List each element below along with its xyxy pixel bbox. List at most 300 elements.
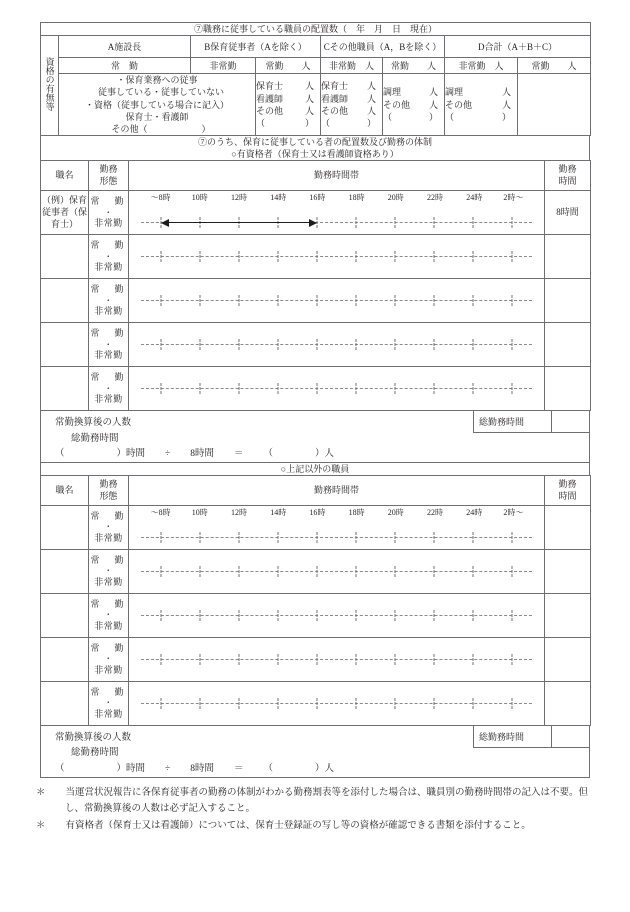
- timeline-track[interactable]: [141, 610, 532, 622]
- timeline-tick: [277, 566, 278, 577]
- timeline-track[interactable]: [141, 654, 532, 666]
- b-reg-unit-2: 人: [304, 105, 314, 116]
- timeline-tick: [434, 654, 435, 665]
- footnote-1-continuation: し、常勤換算後の人数は必ず記入すること。: [65, 804, 256, 815]
- b-reg-unit-3: ）: [304, 117, 314, 128]
- cell-timeband[interactable]: [129, 367, 545, 411]
- mode-separator: ・: [104, 566, 113, 576]
- timeline-tick: [199, 251, 200, 262]
- mode-nonregular[interactable]: 非常勤: [94, 708, 123, 719]
- time-tick-label: 16時: [309, 508, 326, 518]
- cell-jobname[interactable]: [41, 550, 89, 594]
- qual-line-2: 従事している・従事していない: [97, 87, 224, 98]
- mode-regular[interactable]: 常 勤: [90, 510, 127, 521]
- mode-regular[interactable]: 常 勤: [90, 328, 127, 339]
- timeline-tick: [160, 383, 161, 394]
- sub-header-b-nonregular: 非常勤 人: [321, 58, 383, 74]
- c-reg-unit-2: ）: [428, 111, 438, 122]
- timeline-tick: [316, 654, 317, 665]
- mode-regular[interactable]: 常 勤: [90, 598, 127, 609]
- time-axis-labels: [129, 191, 544, 208]
- col-header-jobname-b: 職名: [41, 476, 89, 506]
- cell-work-mode[interactable]: [89, 367, 129, 411]
- conv-b-div: ÷: [165, 763, 171, 774]
- timeline-track[interactable]: [141, 532, 532, 544]
- timeline-tick: [434, 532, 435, 543]
- timeline-tick: [199, 566, 200, 577]
- timeline-tick: [277, 383, 278, 394]
- mode-separator: ・: [104, 383, 113, 393]
- timeline-tick: [316, 566, 317, 577]
- timeline-tick: [238, 654, 239, 665]
- timeline-tick: [512, 654, 513, 665]
- mode-nonregular[interactable]: 非常勤: [94, 306, 123, 317]
- timeline-tick: [160, 698, 161, 709]
- timeline-tick: [434, 610, 435, 621]
- footnote-2: [36, 818, 596, 835]
- conv-b-divisor: 8時間: [190, 763, 215, 774]
- timeline-tick: [238, 566, 239, 577]
- cell-total-hours[interactable]: [545, 323, 591, 367]
- conv-a-title: 常勤換算後の人数: [55, 418, 132, 429]
- mode-regular[interactable]: 常 勤: [90, 554, 127, 565]
- time-tick-label: ～8時: [150, 508, 171, 518]
- time-tick-label: 16時: [309, 193, 326, 203]
- sub-header-d-regular: 常勤 人: [518, 58, 591, 74]
- timeline-tick: [356, 383, 357, 394]
- timeline-track[interactable]: [141, 698, 532, 710]
- b-non-name-3: （: [321, 117, 331, 128]
- work-span-arrow[interactable]: [161, 219, 317, 227]
- time-tick-label: 10時: [191, 193, 208, 203]
- cell-timeband[interactable]: [129, 594, 545, 638]
- cell-jobname[interactable]: [41, 506, 89, 550]
- timeline-tick: [356, 532, 357, 543]
- footnote-1: [36, 785, 596, 818]
- group-header-c: Cその他職員（A，Bを除く）: [321, 36, 445, 58]
- conv-b-ropen: （: [263, 763, 274, 774]
- cell-d-regular[interactable]: [518, 74, 591, 136]
- section16-data-row: [41, 74, 591, 136]
- col-header-timeband-b: 勤務時間帯: [129, 476, 545, 506]
- cell-timeband[interactable]: [129, 638, 545, 682]
- time-tick-label: ～8時: [150, 193, 171, 203]
- cell-jobname[interactable]: （例）保育従事者（保育士）: [41, 191, 89, 235]
- mode-nonregular[interactable]: 非常勤: [94, 576, 123, 587]
- c-non-name-2: （: [445, 111, 455, 122]
- timeline-tick: [199, 339, 200, 350]
- conv-a-formula[interactable]: [55, 447, 589, 462]
- qual-line-3: ・資格（従事している場合に記入）: [84, 99, 229, 110]
- mode-separator: ・: [104, 610, 113, 620]
- timeline-tick: [316, 383, 317, 394]
- timeline-tick: [395, 251, 396, 262]
- schedule-table-qualified: [40, 160, 591, 411]
- schedule-row: [41, 323, 591, 367]
- conv-a-div: ÷: [165, 448, 171, 459]
- timeline-tick: [395, 566, 396, 577]
- timeline-tick: [395, 532, 396, 543]
- timeline-tick: [434, 295, 435, 306]
- cell-timeband[interactable]: [129, 506, 545, 550]
- col-header-timeband: 勤務時間帯: [129, 161, 545, 191]
- col-header-mode-l2: 形態: [99, 175, 118, 186]
- cell-timeband[interactable]: [129, 550, 545, 594]
- timeline-tick: [473, 654, 474, 665]
- timeline-tick: [434, 383, 435, 394]
- timeline-track[interactable]: [141, 295, 532, 307]
- section16-group-header-row: [41, 36, 591, 58]
- section17-heading-table: [40, 135, 590, 161]
- cell-total-hours[interactable]: [545, 682, 591, 726]
- conversion-table-b: [40, 725, 590, 778]
- schedule-b-header-row: [41, 476, 591, 506]
- b-non-unit-0: 人: [366, 81, 376, 92]
- timeline-tick: [316, 610, 317, 621]
- timeline-tick: [512, 383, 513, 394]
- col-header-mode-b: [89, 476, 129, 506]
- qual-line-5: その他（ ）: [111, 123, 211, 134]
- cell-total-hours[interactable]: [545, 550, 591, 594]
- b-reg-unit-0: 人: [304, 81, 314, 92]
- cell-timeband[interactable]: [129, 323, 545, 367]
- timeline-tick: [512, 566, 513, 577]
- conv-a-subtitle: 総勤務時間: [71, 433, 119, 444]
- conv-a-hours: ）時間: [116, 448, 146, 459]
- timeline-tick: [316, 339, 317, 350]
- mode-nonregular[interactable]: 非常勤: [94, 350, 123, 361]
- time-tick-label: 18時: [348, 508, 365, 518]
- b-non-unit-2: 人: [366, 105, 376, 116]
- cell-c-regular[interactable]: [383, 74, 445, 136]
- time-tick-label: 20時: [387, 508, 404, 518]
- mode-regular[interactable]: 常 勤: [90, 372, 127, 383]
- timeline-tick: [473, 698, 474, 709]
- timeline-tick: [512, 251, 513, 262]
- schedule-row: [41, 638, 591, 682]
- schedule-row: [41, 191, 591, 235]
- mode-separator: ・: [104, 698, 113, 708]
- timeline-tick: [277, 610, 278, 621]
- timeline-tick: [434, 339, 435, 350]
- mode-separator: ・: [104, 654, 113, 664]
- time-tick-label: 24時: [466, 193, 483, 203]
- conversion-table-a: [40, 410, 590, 463]
- cell-jobname[interactable]: [41, 682, 89, 726]
- timeline-tick: [356, 251, 357, 262]
- mode-regular[interactable]: 常 勤: [90, 284, 127, 295]
- timeline-track[interactable]: [141, 566, 532, 578]
- b-non-name-2: その他: [321, 105, 349, 116]
- timeline-tick: [199, 610, 200, 621]
- b-reg-name-1: 看護師: [256, 93, 284, 104]
- time-tick-label: 10時: [191, 508, 208, 518]
- timeline-track[interactable]: [141, 251, 532, 263]
- cell-total-hours[interactable]: [545, 594, 591, 638]
- schedule-row: [41, 235, 591, 279]
- schedule-table-other: [40, 475, 591, 726]
- total-hours-label-a: 総勤務時間: [474, 411, 552, 433]
- b-non-unit-1: 人: [366, 93, 376, 104]
- timeline-tick: [277, 698, 278, 709]
- cell-work-mode[interactable]: [89, 506, 129, 550]
- col-header-mode: [89, 161, 129, 191]
- timeline-tick: [473, 610, 474, 621]
- timeline-tick: [473, 383, 474, 394]
- timeline-tick: [512, 610, 513, 621]
- time-tick-label: 2時～: [503, 508, 524, 518]
- cell-work-mode[interactable]: [89, 235, 129, 279]
- asterisk-icon-2: ＊: [36, 820, 46, 831]
- mode-regular[interactable]: 常 勤: [90, 240, 127, 251]
- mode-regular[interactable]: 常 勤: [90, 686, 127, 697]
- timeline-track[interactable]: [141, 383, 532, 395]
- c-reg-name-2: （: [383, 111, 393, 122]
- subsection-b-heading-table: [40, 462, 590, 476]
- section16-table: [40, 22, 591, 136]
- timeline-tick: [277, 295, 278, 306]
- cell-c-nonregular[interactable]: [445, 74, 518, 136]
- cell-work-mode[interactable]: [89, 594, 129, 638]
- c-non-unit-0: 人: [501, 87, 511, 98]
- timeline-tick: [238, 339, 239, 350]
- cell-total-hours[interactable]: [545, 506, 591, 550]
- timeline-tick: [160, 532, 161, 543]
- conv-b-formula[interactable]: [55, 762, 589, 777]
- timeline-tick: [160, 339, 161, 350]
- cell-work-mode[interactable]: [89, 550, 129, 594]
- col-header-hours-b-l2: 時間: [558, 490, 577, 501]
- arrow-head-right: [309, 219, 317, 227]
- c-reg-name-1: その他: [383, 99, 411, 110]
- conv-a-divisor: 8時間: [190, 448, 215, 459]
- cell-total-hours[interactable]: [545, 235, 591, 279]
- total-hours-box-b: [473, 725, 590, 748]
- sub-header-b-regular: 常勤 人: [256, 58, 321, 74]
- timeline-tick: [238, 251, 239, 262]
- timeline-tick: [356, 295, 357, 306]
- timeline-tick: [160, 566, 161, 577]
- mode-separator: ・: [104, 339, 113, 349]
- cell-jobname[interactable]: [41, 323, 89, 367]
- sub-header-c-regular: 常勤 人: [383, 58, 445, 74]
- mode-nonregular[interactable]: 非常勤: [94, 620, 123, 631]
- cell-jobname[interactable]: [41, 235, 89, 279]
- timeline-tick: [316, 251, 317, 262]
- c-reg-name-0: 調理: [383, 87, 402, 98]
- time-tick-label: 24時: [466, 508, 483, 518]
- time-tick-label: 12時: [231, 193, 247, 203]
- time-tick-label: 18時: [348, 193, 365, 203]
- mode-nonregular[interactable]: 非常勤: [94, 664, 123, 675]
- arrow-shaft: [167, 222, 311, 223]
- c-reg-unit-0: 人: [428, 87, 438, 98]
- footnote-1-text: 当運営状況報告に各保育従事者の勤務の体制がわかる勤務割表等を添付した場合は、職員別の勤務時間帯の記入は不要。但: [56, 787, 589, 798]
- timeline-tick: [316, 295, 317, 306]
- timeline-tick: [356, 610, 357, 621]
- timeline-tick: [473, 339, 474, 350]
- mode-nonregular[interactable]: 非常勤: [94, 532, 123, 543]
- schedule-row: [41, 682, 591, 726]
- timeline-tick: [160, 610, 161, 621]
- time-tick-label: 12時: [231, 508, 247, 518]
- mode-regular[interactable]: 常 勤: [90, 642, 127, 653]
- sub-header-a-regular: 常 勤: [59, 58, 191, 74]
- conv-b-result: ）人: [315, 763, 335, 774]
- timeline-tick: [434, 251, 435, 262]
- cell-timeband[interactable]: [129, 279, 545, 323]
- timeline-tick: [160, 654, 161, 665]
- cell-total-hours[interactable]: 8時間: [545, 191, 591, 235]
- timeline-tick: [512, 532, 513, 543]
- timeline-tick: [473, 566, 474, 577]
- conv-b-eq: ＝: [234, 763, 244, 774]
- timeline-tick: [512, 698, 513, 709]
- timeline-tick: [434, 566, 435, 577]
- time-tick-label: 22時: [427, 508, 443, 518]
- timeline-tick: [277, 251, 278, 262]
- mode-separator: ・: [104, 251, 113, 261]
- b-reg-unit-1: 人: [304, 93, 314, 104]
- time-tick-label: 2時～: [503, 193, 524, 203]
- c-non-unit-1: 人: [501, 99, 511, 110]
- timeline-track[interactable]: [141, 339, 532, 351]
- schedule-row: [41, 279, 591, 323]
- total-hours-box-a: [473, 410, 590, 433]
- timeline-tick: [277, 339, 278, 350]
- timeline-tick: [238, 610, 239, 621]
- col-header-hours-b: [545, 476, 591, 506]
- cell-b-regular[interactable]: [256, 74, 321, 136]
- arrow-head-left: [161, 219, 169, 227]
- cell-jobname[interactable]: [41, 594, 89, 638]
- qual-line-4: 保育士・看護師: [125, 111, 189, 122]
- b-non-unit-3: ）: [366, 117, 376, 128]
- cell-work-mode[interactable]: [89, 638, 129, 682]
- timeline-tick: [356, 217, 357, 228]
- cell-timeband[interactable]: [129, 682, 545, 726]
- b-non-name-1: 看護師: [321, 93, 349, 104]
- group-header-b: B保育従事者（Aを除く）: [191, 36, 321, 58]
- schedule-row: [41, 550, 591, 594]
- b-reg-name-2: その他: [256, 105, 284, 116]
- mode-separator: ・: [104, 207, 113, 217]
- col-header-mode-b-l1: 勤務: [99, 478, 118, 489]
- schedule-a-header-row: [41, 161, 591, 191]
- col-header-mode-l1: 勤務: [99, 164, 118, 175]
- timeline-tick: [277, 532, 278, 543]
- cell-timeband[interactable]: [129, 235, 545, 279]
- cell-b-nonregular[interactable]: [321, 74, 383, 136]
- conv-b-open: （: [55, 763, 65, 774]
- cell-total-hours[interactable]: [545, 367, 591, 411]
- conv-a-ropen: （: [263, 448, 274, 459]
- conv-a-open: （: [55, 448, 65, 459]
- mode-nonregular[interactable]: 非常勤: [94, 218, 123, 229]
- timeline-tick: [356, 698, 357, 709]
- conv-b-subtitle: 総勤務時間: [71, 748, 119, 759]
- total-hours-value-a[interactable]: [552, 411, 590, 433]
- section17-heading: ⑦のうち、保育に従事している者の配置数及び勤務の体制: [197, 137, 432, 148]
- c-non-name-1: その他: [445, 99, 473, 110]
- timeline-tick: [395, 217, 396, 228]
- timeline-tick: [160, 295, 161, 306]
- total-hours-label-b: 総勤務時間: [474, 726, 552, 748]
- col-header-hours-l1: 勤務: [558, 164, 577, 175]
- timeline-tick: [199, 698, 200, 709]
- section16-heading-row: [41, 23, 591, 36]
- time-tick-label: 20時: [387, 193, 404, 203]
- b-non-name-0: 保育士: [321, 81, 349, 92]
- qual-line-1: ・保育業務への従事: [116, 75, 198, 86]
- timeline-tick: [512, 339, 513, 350]
- timeline-tick: [395, 383, 396, 394]
- timeline-tick: [356, 566, 357, 577]
- qualification-caption: 資格の有無等: [41, 36, 59, 136]
- timeline-tick: [473, 295, 474, 306]
- timeline-tick: [238, 698, 239, 709]
- timeline-tick: [395, 698, 396, 709]
- timeline-tick: [473, 532, 474, 543]
- timeline-tick: [316, 698, 317, 709]
- mode-nonregular[interactable]: 非常勤: [94, 262, 123, 273]
- footnote-2-text: 有資格者（保育士又は看護師）については、保育士登録証の写し等の資格が確認できる書類を添付すること。: [56, 820, 531, 831]
- col-header-mode-b-l2: 形態: [99, 490, 118, 501]
- group-header-d: D合計（A＋B＋C）: [445, 36, 591, 58]
- timeline-tick: [238, 295, 239, 306]
- timeline-tick: [238, 532, 239, 543]
- cell-total-hours[interactable]: [545, 638, 591, 682]
- timeline-tick: [434, 698, 435, 709]
- group-header-a: A施設長: [59, 36, 191, 58]
- c-reg-unit-1: 人: [428, 99, 438, 110]
- mode-separator: ・: [104, 522, 113, 532]
- timeline-tick: [199, 654, 200, 665]
- cell-timeband[interactable]: [129, 191, 545, 235]
- asterisk-icon-1: ＊: [36, 787, 46, 798]
- subsection-b-title-cell: ○上記以外の職員: [41, 462, 590, 475]
- time-tick-label: 14時: [270, 508, 287, 518]
- timeline-tick: [434, 217, 435, 228]
- cell-work-mode[interactable]: [89, 323, 129, 367]
- section17-heading-block: [41, 136, 590, 161]
- timeline-track[interactable]: [141, 217, 532, 229]
- mode-nonregular[interactable]: 非常勤: [94, 394, 123, 405]
- b-reg-name-0: 保育士: [256, 81, 284, 92]
- time-tick-label: 22時: [427, 193, 443, 203]
- mode-regular[interactable]: 常 勤: [90, 196, 127, 207]
- col-header-hours-b-l1: 勤務: [558, 478, 577, 489]
- timeline-tick: [473, 251, 474, 262]
- footnotes: [36, 785, 596, 835]
- cell-jobname[interactable]: [41, 279, 89, 323]
- cell-jobname[interactable]: [41, 367, 89, 411]
- cell-work-mode[interactable]: [89, 191, 129, 235]
- cell-jobname[interactable]: [41, 638, 89, 682]
- c-non-name-0: 調理: [445, 87, 464, 98]
- sub-header-a-nonregular: 非常勤: [191, 58, 256, 74]
- cell-work-mode[interactable]: [89, 682, 129, 726]
- conversion-row-a: [41, 411, 590, 463]
- total-hours-value-b[interactable]: [552, 726, 590, 748]
- qualification-detail-cell[interactable]: [59, 74, 256, 136]
- time-tick-label: 14時: [270, 193, 287, 203]
- col-header-hours-l2: 時間: [558, 175, 577, 186]
- cell-work-mode[interactable]: [89, 279, 129, 323]
- cell-total-hours[interactable]: [545, 279, 591, 323]
- timeline-tick: [473, 217, 474, 228]
- timeline-tick: [160, 251, 161, 262]
